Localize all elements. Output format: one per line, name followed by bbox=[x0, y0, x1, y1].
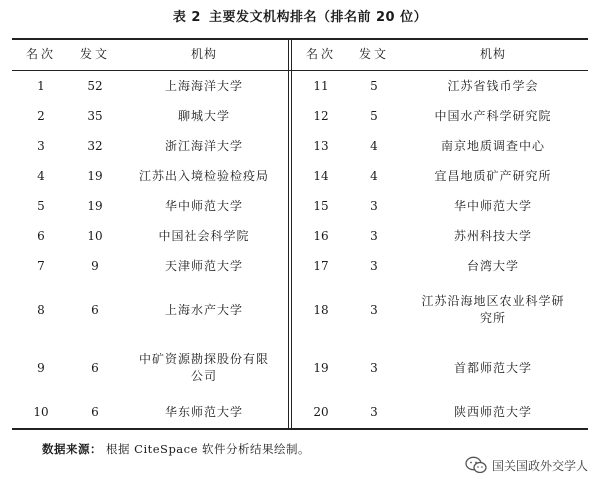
column-divider bbox=[288, 38, 289, 428]
rank-cell: 13 bbox=[313, 138, 329, 153]
rank-cell: 19 bbox=[313, 360, 329, 375]
rank-cell: 2 bbox=[37, 108, 45, 123]
org-cell: 首都师范大学 bbox=[453, 360, 532, 375]
count-cell: 3 bbox=[370, 404, 378, 419]
count-cell: 3 bbox=[370, 360, 378, 375]
org-cell: 华东师范大学 bbox=[164, 404, 243, 419]
header-org: 机构 bbox=[479, 46, 506, 61]
org-cell: 江苏省钱币学会 bbox=[447, 78, 539, 93]
table-row bbox=[292, 131, 588, 161]
org-cell: 江苏出入境检验检疫局 bbox=[138, 168, 269, 183]
org-cell bbox=[398, 293, 588, 327]
count-cell: 3 bbox=[370, 302, 378, 317]
table-row bbox=[292, 251, 588, 281]
rank-cell: 20 bbox=[313, 404, 329, 419]
count-cell: 3 bbox=[370, 258, 378, 273]
table-row bbox=[292, 71, 588, 101]
table-row bbox=[292, 161, 588, 191]
count-cell: 4 bbox=[370, 138, 378, 153]
count-cell: 19 bbox=[87, 168, 103, 183]
watermark-text: 国关国政外交学人 bbox=[491, 458, 588, 473]
table-row bbox=[292, 221, 588, 251]
org-line: 中矿资源勘探股份有限 bbox=[138, 352, 269, 366]
org-cell: 中国水产科学研究院 bbox=[434, 108, 552, 123]
org-line: 江苏沿海地区农业科学研 bbox=[421, 294, 565, 308]
table-row bbox=[12, 221, 288, 251]
table-row bbox=[12, 191, 288, 221]
org-cell: 陕西师范大学 bbox=[453, 404, 532, 419]
table-title: 主要发文机构排名（排名前 20 位） bbox=[208, 10, 428, 25]
count-cell: 10 bbox=[87, 228, 103, 243]
count-cell: 5 bbox=[370, 108, 378, 123]
count-cell: 32 bbox=[87, 138, 103, 153]
org-cell: 上海海洋大学 bbox=[164, 78, 243, 93]
table-row bbox=[292, 397, 588, 427]
rank-cell: 7 bbox=[37, 258, 45, 273]
table-row bbox=[12, 339, 288, 397]
rank-cell: 1 bbox=[37, 78, 45, 93]
header-rank: 名次 bbox=[25, 46, 56, 61]
count-cell: 52 bbox=[87, 78, 103, 93]
org-cell: 浙江海洋大学 bbox=[164, 138, 243, 153]
header-count: 发文 bbox=[79, 46, 110, 61]
count-cell: 4 bbox=[370, 168, 378, 183]
rank-cell: 8 bbox=[37, 302, 45, 317]
table-caption bbox=[0, 6, 600, 25]
table-header-row bbox=[292, 38, 588, 70]
data-source-note bbox=[42, 441, 310, 457]
rank-cell: 17 bbox=[313, 258, 329, 273]
source-text: 根据 CiteSpace 软件分析结果绘制。 bbox=[106, 442, 311, 456]
org-cell: 宜昌地质矿产研究所 bbox=[434, 168, 552, 183]
org-cell: 天津师范大学 bbox=[164, 258, 243, 273]
rank-cell: 6 bbox=[37, 228, 45, 243]
rank-cell: 18 bbox=[313, 302, 329, 317]
table-row bbox=[292, 281, 588, 339]
table-row bbox=[12, 161, 288, 191]
count-cell: 35 bbox=[87, 108, 103, 123]
count-cell: 3 bbox=[370, 228, 378, 243]
table-row bbox=[12, 281, 288, 339]
count-cell: 6 bbox=[91, 360, 99, 375]
header-count: 发文 bbox=[358, 46, 389, 61]
org-cell bbox=[120, 351, 288, 385]
org-cell: 台湾大学 bbox=[466, 258, 519, 273]
watermark bbox=[465, 456, 588, 474]
org-cell: 中国社会科学院 bbox=[158, 228, 250, 243]
wechat-icon bbox=[465, 456, 487, 474]
table-row bbox=[12, 251, 288, 281]
rank-cell: 14 bbox=[313, 168, 329, 183]
rank-cell: 3 bbox=[37, 138, 45, 153]
rank-cell: 16 bbox=[313, 228, 329, 243]
count-cell: 3 bbox=[370, 198, 378, 213]
table-number: 表 2 bbox=[172, 10, 201, 25]
org-line: 究所 bbox=[479, 311, 506, 325]
table-row bbox=[292, 101, 588, 131]
count-cell: 9 bbox=[91, 258, 99, 273]
table-row bbox=[12, 101, 288, 131]
org-line: 公司 bbox=[190, 369, 217, 383]
ranking-table-left bbox=[12, 38, 288, 419]
count-cell: 6 bbox=[91, 404, 99, 419]
table-row bbox=[12, 397, 288, 427]
rank-cell: 15 bbox=[313, 198, 329, 213]
rank-cell: 5 bbox=[37, 198, 45, 213]
count-cell: 5 bbox=[370, 78, 378, 93]
table-header-row bbox=[12, 38, 288, 70]
rank-cell: 11 bbox=[313, 78, 329, 93]
rank-cell: 12 bbox=[313, 108, 329, 123]
header-rank: 名次 bbox=[305, 46, 336, 61]
count-cell: 19 bbox=[87, 198, 103, 213]
header-org: 机构 bbox=[190, 46, 217, 61]
org-cell: 聊城大学 bbox=[177, 108, 230, 123]
table-row bbox=[12, 131, 288, 161]
org-cell: 南京地质调查中心 bbox=[440, 138, 545, 153]
rank-cell: 9 bbox=[37, 360, 45, 375]
rank-cell: 10 bbox=[33, 404, 49, 419]
table-row bbox=[292, 191, 588, 221]
rank-cell: 4 bbox=[37, 168, 45, 183]
source-label: 数据来源： bbox=[42, 442, 102, 456]
count-cell: 6 bbox=[91, 302, 99, 317]
org-cell: 苏州科技大学 bbox=[453, 228, 532, 243]
ranking-table-right bbox=[292, 38, 588, 419]
table-row bbox=[292, 339, 588, 397]
org-cell: 华中师范大学 bbox=[453, 198, 532, 213]
table-row bbox=[12, 71, 288, 101]
org-cell: 华中师范大学 bbox=[164, 198, 243, 213]
org-cell: 上海水产大学 bbox=[164, 302, 243, 317]
bottom-rule bbox=[12, 428, 588, 430]
